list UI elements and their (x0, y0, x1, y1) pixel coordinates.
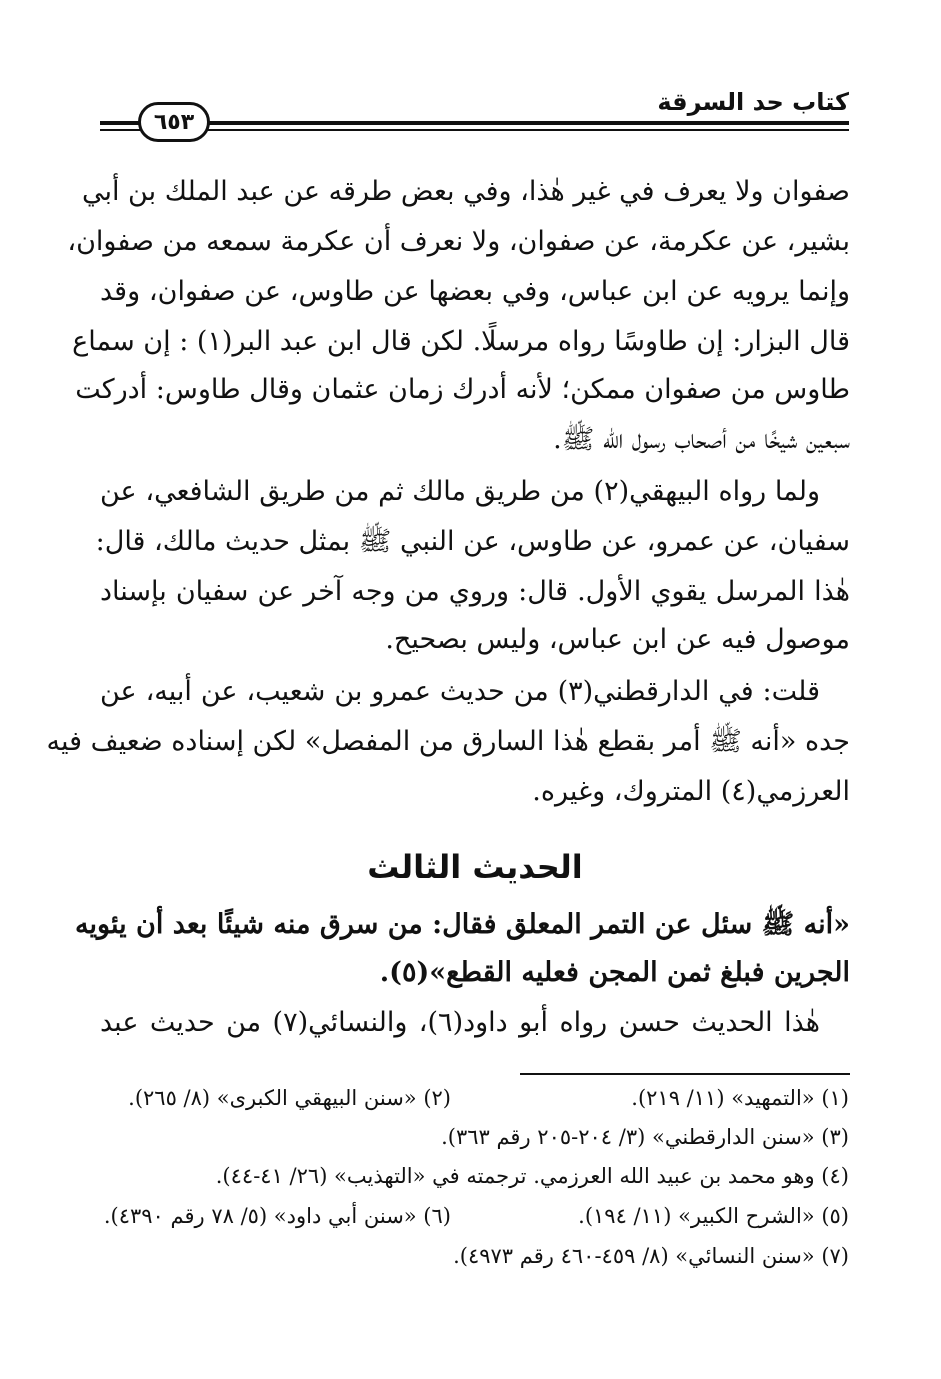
header-rule-thick (208, 121, 849, 125)
paragraph-1-line: بشير، عن عكرمة، عن صفوان، ولا نعرف أن عكرمة سمعه من صفوان، (67, 226, 850, 257)
paragraph-2-line: ولما رواه البيهقي(٢) من طريق مالك ثم من طريق الشافعي، عن (100, 476, 820, 507)
paragraph-1-line: قال البزار: إن طاوسًا رواه مرسلًا. لكن قال ابن عبد البر(١) : إن سماع (72, 326, 850, 357)
footnote-2: (٢) «سنن البيهقي الكبرى» (٨/ ٢٦٥). (128, 1086, 451, 1110)
running-title: كتاب حد السرقة (657, 88, 849, 116)
paragraph-2-line: هٰذا المرسل يقوي الأول. قال: وروي من وجه آخر عن سفيان بإسناد (100, 576, 850, 607)
paragraph-4-line: هٰذا الحديث حسن رواه أبو داود(٦)، والنسائي(٧) من حديث عبد (100, 1007, 820, 1038)
paragraph-3-line: العرزمي(٤) المتروك، وغيره. (532, 776, 850, 807)
paragraph-1-line: سبعين شيخًا من أصحاب رسول الله ﷺ. (553, 424, 850, 455)
paragraph-1-line: طاوس من صفوان ممكن؛ لأنه أدرك زمان عثمان وقال طاوس: أدركت (75, 374, 850, 405)
paragraph-1-line: وإنما يرويه عن ابن عباس، وفي بعضها عن طاوس، عن صفوان، وقد (100, 276, 850, 307)
header-rule-thin (208, 129, 849, 131)
footnote-7: (٧) «سنن النسائي» (٨/ ٤٥٩-٤٦٠ رقم ٤٩٧٣). (453, 1244, 849, 1268)
footnote-4: (٤) وهو محمد بن عبيد الله العرزمي. ترجمته في «التهذيب» (٢٦/ ٤١-٤٤). (215, 1164, 849, 1188)
header-rule-left-thick (100, 121, 140, 125)
header-rule-left-thin (100, 129, 140, 131)
paragraph-3-line: قلت: في الدارقطني(٣) من حديث عمرو بن شعيب، عن أبيه، عن (100, 676, 820, 707)
paragraph-3-line: جده «أنه ﷺ أمر بقطع هٰذا السارق من المفصل» لكن إسناده ضعيف فيه (46, 726, 850, 757)
footnote-5: (٥) «الشرح الكبير» (١١/ ١٩٤). (578, 1204, 849, 1228)
page-number: ٦٥٣ (138, 102, 210, 142)
footnote-1: (١) «التمهيد» (١١/ ٢١٩). (631, 1086, 849, 1110)
paragraph-1-line: صفوان ولا يعرف في غير هٰذا، وفي بعض طرقه عن عبد الملك بن أبي (81, 176, 850, 207)
footnote-3: (٣) «سنن الدارقطني» (٣/ ٢٠٤-٢٠٥ رقم ٣٦٣). (441, 1125, 849, 1149)
hadith-text-line: «أنه ﷺ سئل عن التمر المعلق فقال: من سرق منه شيئًا بعد أن يئويه (75, 909, 850, 940)
section-heading: الحديث الثالث (367, 848, 583, 886)
paragraph-2-line: سفيان، عن عمرو، عن طاوس، عن النبي ﷺ بمثل حديث مالك، قال: (95, 526, 850, 557)
footnote-6: (٦) «سنن أبي داود» (٥/ ٧٨ رقم ٤٣٩٠). (103, 1204, 451, 1228)
paragraph-2-line: موصول فيه عن ابن عباس، وليس بصحيح. (385, 624, 850, 655)
footnote-separator (520, 1073, 850, 1075)
hadith-text-line: الجرين فبلغ ثمن المجن فعليه القطع»(٥). (379, 957, 850, 988)
